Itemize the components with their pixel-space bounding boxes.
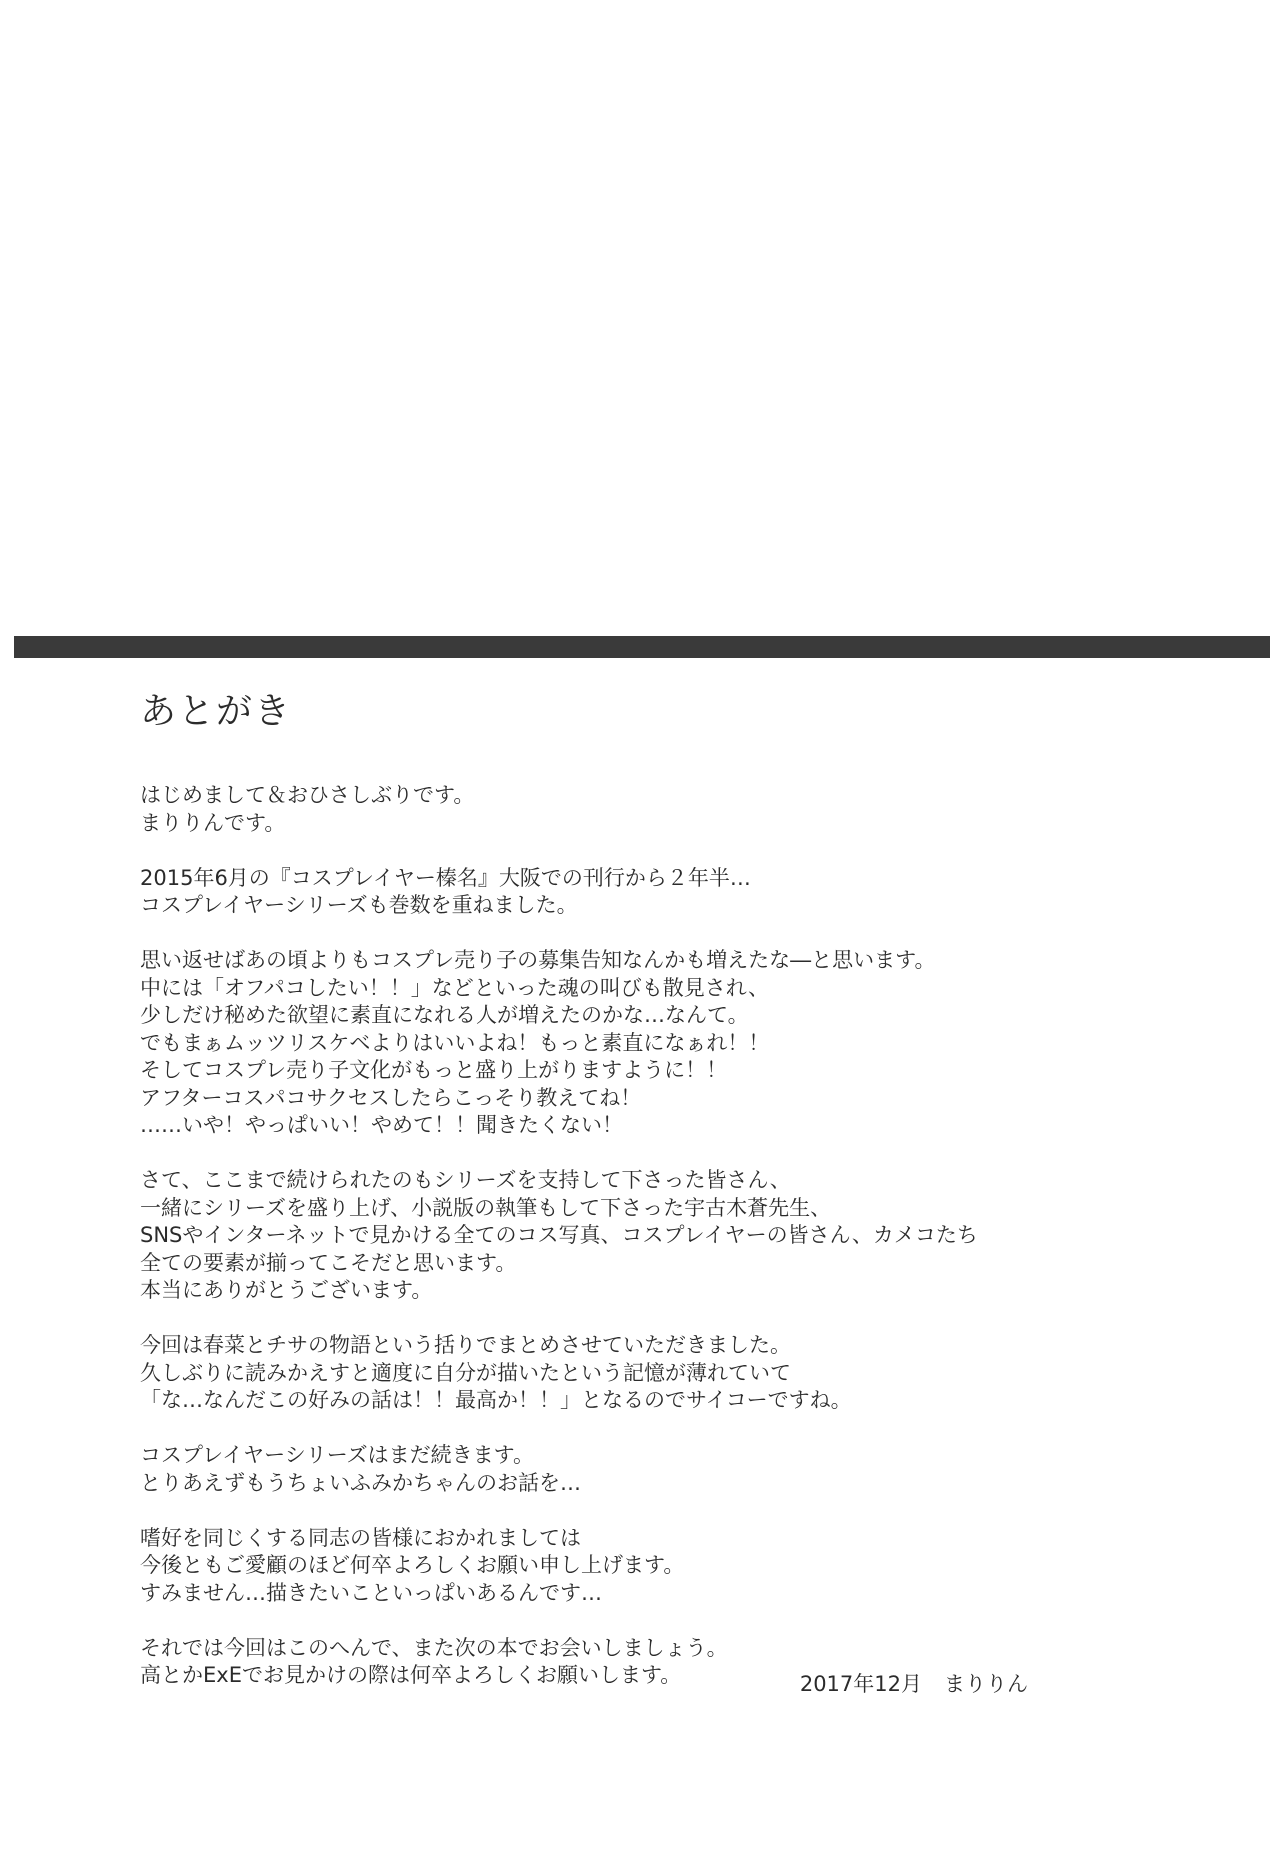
text-line: まりりんです。: [140, 810, 286, 835]
text-line: コスプレイヤーシリーズはまだ続きます。: [140, 1443, 534, 1467]
text-line: SNSやインターネットで見かける全てのコス写真、コスプレイヤーの皆さん、カメコたち: [140, 1223, 978, 1247]
text-line: さて、ここまで続けられたのもシリーズを支持して下さった皆さん、: [140, 1168, 791, 1192]
text-line: コスプレイヤーシリーズも巻数を重ねました。: [140, 893, 578, 917]
paragraph: [140, 782, 1180, 837]
text-line: 一緒にシリーズを盛り上げ、小説版の執筆もして下さった宇古木蒼先生、: [140, 1195, 832, 1220]
afterword-body: [140, 782, 1180, 1717]
text-line: アフターコスパコサクセスしたらこっそり教えてね！: [140, 1085, 642, 1110]
text-line: 少しだけ秘めた欲望に素直になれる人が増えたのかな…なんて。: [140, 1003, 749, 1027]
text-line: そしてコスプレ売り子文化がもっと盛り上がりますように！！: [140, 1058, 728, 1082]
blank-top-area: [0, 0, 1280, 636]
text-line: 思い返せばあの頃よりもコスプレ売り子の募集告知なんかも増えたな―と思います。: [140, 948, 936, 972]
paragraph: [140, 1442, 1180, 1497]
text-line: 中には「オフパコしたい！！」などといった魂の叫びも散見され、: [140, 975, 769, 1000]
signature-author: まりりん: [944, 1672, 1028, 1696]
text-line: 「な…なんだこの好みの話は！！最高か！！」となるのでサイコーですね。: [140, 1388, 852, 1412]
paragraph: [140, 947, 1180, 1140]
paragraph: [140, 1332, 1180, 1415]
text-line: 高とかExEでお見かけの際は何卒よろしくお願いします。: [140, 1663, 682, 1687]
paragraph: [140, 1167, 1180, 1305]
text-line: 2015年6月の『コスプレイヤー榛名』大阪での刊行から２年半…: [140, 865, 751, 890]
text-line: でもまぁムッツリスケベよりはいいよね！もっと素直になぁれ！！: [140, 1030, 770, 1055]
paragraph: [140, 865, 1180, 920]
text-line: ……いや！やっぱいい！やめて！！聞きたくない！: [140, 1113, 623, 1137]
text-line: 久しぶりに読みかえすと適度に自分が描いたという記憶が薄れていて: [140, 1360, 791, 1385]
text-line: すみません…描きたいこといっぱいあるんです…: [140, 1580, 602, 1605]
text-line: 今後ともご愛顧のほど何卒よろしくお願い申し上げます。: [140, 1553, 685, 1577]
page-title: あとがき: [140, 691, 293, 732]
text-line: 今回は春菜とチサの物語という括りでまとめさせていただきました。: [140, 1333, 791, 1357]
text-line: はじめまして＆おひさしぶりです。: [140, 783, 475, 807]
text-line: 全ての要素が揃ってこそだと思います。: [140, 1250, 517, 1275]
text-line: とりあえずもうちょいふみかちゃんのお話を…: [140, 1470, 581, 1495]
text-line: それでは今回はこのへんで、また次の本でお会いしましょう。: [140, 1635, 728, 1660]
signature-date: 2017年12月: [799, 1672, 922, 1696]
text-line: 嗜好を同じくする同志の皆様におかれましては: [140, 1525, 581, 1550]
signature: [800, 1670, 1028, 1698]
paragraph: [140, 1525, 1180, 1608]
header-bar: [14, 636, 1270, 658]
text-line: 本当にありがとうございます。: [140, 1278, 433, 1302]
